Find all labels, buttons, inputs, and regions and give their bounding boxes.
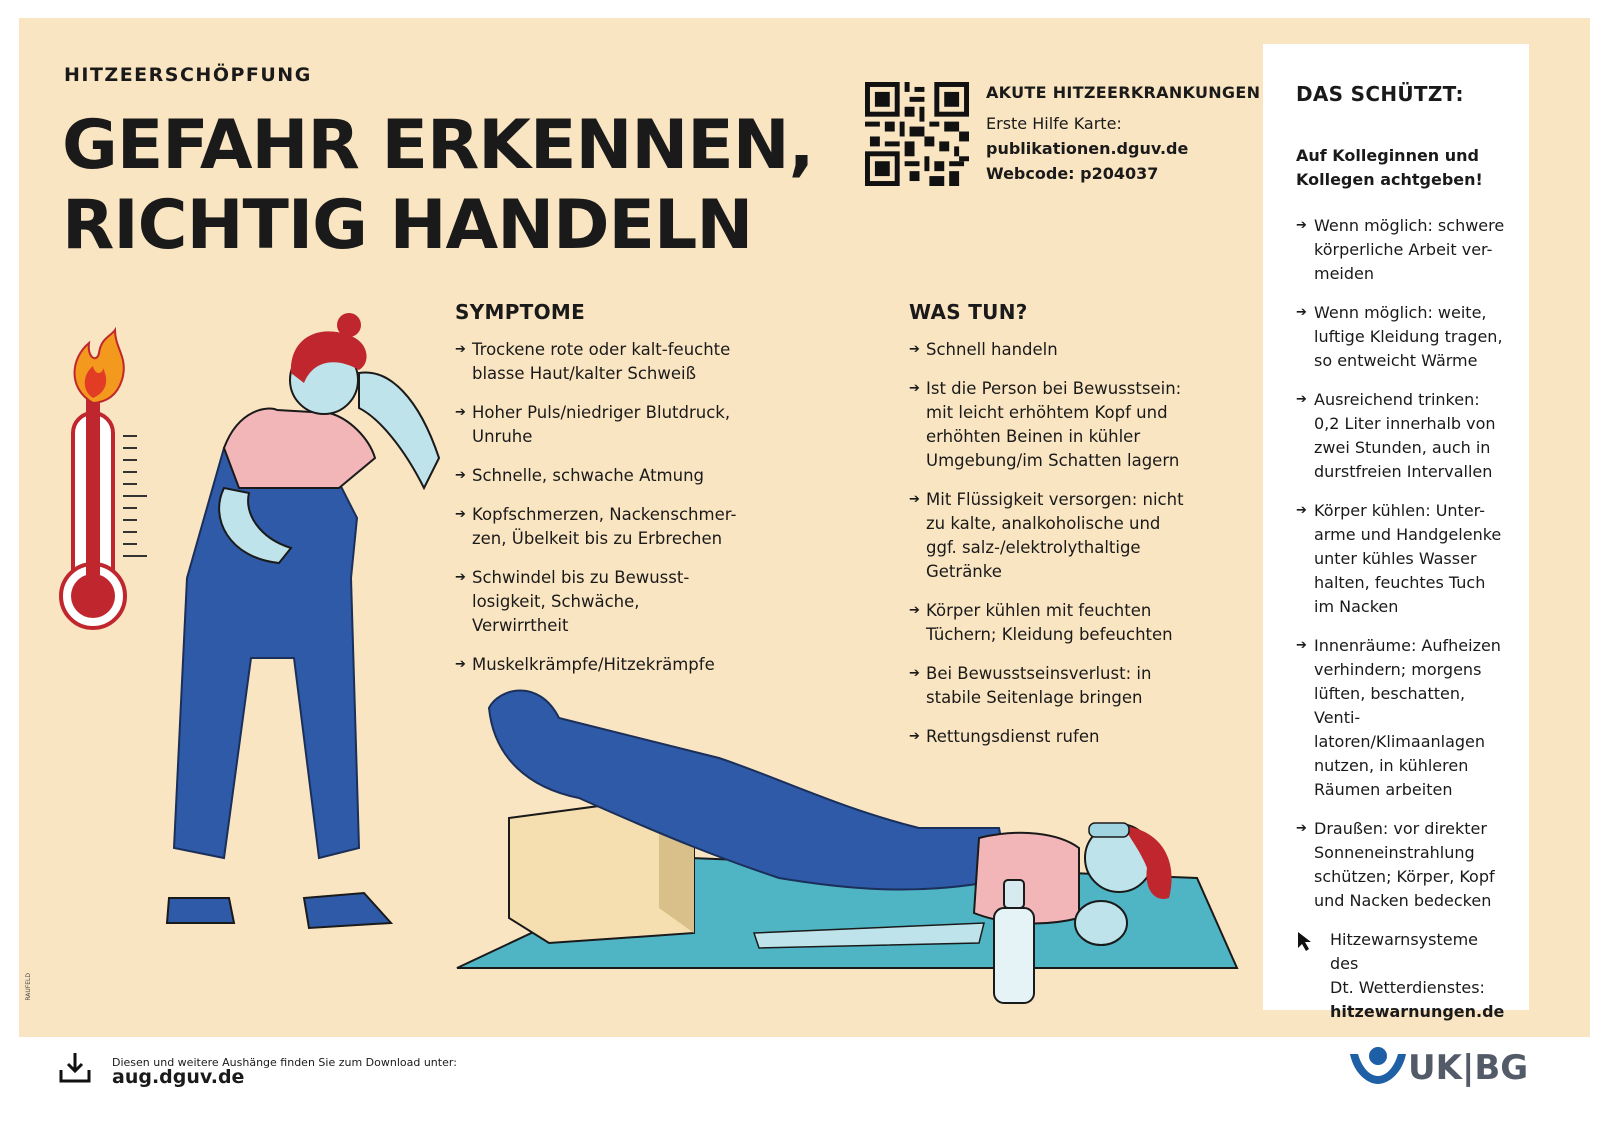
publications-link[interactable]: publikationen.dguv.de	[986, 139, 1189, 158]
qr-code-icon[interactable]	[865, 82, 969, 186]
heat-warning-link-block[interactable]: Hitzewarnsysteme des Dt. Wetterdienstes: hitzewarnungen.de	[1296, 928, 1509, 1024]
list-item: ➔ Trockene rote oder kalt-feuchte blasse Haut/kalter Schweiß	[455, 340, 731, 383]
arrow-right-icon: ➔	[455, 405, 466, 420]
poster	[19, 18, 1590, 1037]
arrow-right-icon: ➔	[1296, 392, 1307, 407]
list-item: ➔ Ausreichend trinken: 0,2 Liter innerhalb von zwei Stunden, auch in durstfreien Intervallen	[1296, 390, 1496, 481]
kicker: HITZEERSCHÖPFUNG	[64, 64, 312, 86]
illustrator-credit: RAUFELD	[25, 973, 32, 1001]
first-aid-card-label: Erste Hilfe Karte:	[986, 114, 1122, 133]
arrow-right-icon: ➔	[909, 729, 920, 744]
arrow-right-icon: ➔	[455, 507, 466, 522]
what-to-do-section	[909, 300, 1199, 764]
symptoms-section	[455, 300, 755, 692]
download-link[interactable]: aug.dguv.de	[112, 1066, 245, 1088]
heat-warning-link[interactable]: hitzewarnungen.de	[1330, 1002, 1505, 1021]
list-item: ➔ Körper kühlen: Unter- arme und Handgelenke unter kühles Wasser halten, feuchtes Tuch im Nacken	[1296, 501, 1502, 616]
arrow-right-icon: ➔	[1296, 503, 1307, 518]
protection-panel	[1263, 44, 1529, 1021]
list-item: ➔ Ist die Person bei Bewusstsein: mit leicht erhöhtem Kopf und erhöhten Beinen in kühler Umgebung/im Schatten lagern	[909, 379, 1182, 470]
list-item: ➔ Bei Bewusstseinsverlust: in stabile Seitenlage bringen	[909, 664, 1152, 707]
webcode: Webcode: p204037	[986, 164, 1159, 183]
flame-icon	[75, 330, 124, 403]
arrow-right-icon: ➔	[455, 468, 466, 483]
arrow-right-icon: ➔	[1296, 218, 1307, 233]
symptoms-heading: SYMPTOME	[455, 300, 586, 324]
list-item: ➔ Muskelkrämpfe/Hitzekrämpfe	[455, 653, 755, 677]
list-item: ➔ Hoher Puls/niedriger Blutdruck, Unruhe	[455, 403, 731, 446]
arrow-right-icon: ➔	[455, 342, 466, 357]
arrow-right-icon: ➔	[1296, 638, 1307, 653]
list-item: ➔ Rettungsdienst rufen	[909, 725, 1199, 749]
what-to-do-heading: WAS TUN?	[909, 300, 1028, 324]
list-item: ➔ Schwindel bis zu Bewusst- losigkeit, Schwäche, Verwirrtheit	[455, 568, 690, 635]
title-line-2: RICHTIG HANDELN	[62, 186, 753, 265]
cursor-arrow-icon	[1296, 930, 1316, 952]
list-item: ➔ Mit Flüssigkeit versorgen: nicht zu kalte, analkoholische und ggf. salz-/elektrolythaltige Getränke	[909, 490, 1184, 581]
arrow-right-icon: ➔	[909, 603, 920, 618]
arrow-right-icon: ➔	[455, 657, 466, 672]
arrow-right-icon: ➔	[909, 342, 920, 357]
download-note: Diesen und weitere Aushänge finden Sie zum Download unter:	[112, 1056, 457, 1069]
standing-worker	[167, 313, 439, 928]
first-aid-card-title: AKUTE HITZEERKRANKUNGEN	[986, 83, 1261, 102]
list-item: ➔ Wenn möglich: schwere körperliche Arbeit ver- meiden	[1296, 216, 1505, 283]
download-icon[interactable]	[58, 1050, 92, 1084]
thermometer-icon	[61, 398, 147, 628]
first-aid-card-info	[986, 80, 1260, 186]
list-item: ➔ Wenn möglich: weite, luftige Kleidung tragen, so entweicht Wärme	[1296, 303, 1503, 370]
arrow-right-icon: ➔	[1296, 821, 1307, 836]
arrow-right-icon: ➔	[909, 666, 920, 681]
protection-heading: DAS SCHÜTZT:	[1296, 82, 1464, 106]
list-item: ➔ Kopfschmerzen, Nackenschmer- zen, Übelkeit bis zu Erbrechen	[455, 505, 737, 548]
list-item: ➔ Schnell handeln	[909, 338, 1199, 362]
title-line-1: GEFAHR ERKENNEN,	[62, 106, 814, 185]
arrow-right-icon: ➔	[909, 492, 920, 507]
list-item: ➔ Schnelle, schwache Atmung	[455, 464, 755, 488]
page-title	[62, 106, 813, 266]
logo-text: UK|BG	[1408, 1048, 1529, 1088]
protection-subheading: Auf Kolleginnen und Kollegen achtgeben!	[1296, 146, 1483, 189]
arrow-right-icon: ➔	[909, 381, 920, 396]
arrow-right-icon: ➔	[455, 570, 466, 585]
list-item: ➔ Innenräume: Aufheizen verhindern; morgens lüften, beschatten, Venti- latoren/Klimaanlagen nutzen, in kühleren Räumen arbeiten	[1296, 636, 1501, 799]
arrow-right-icon: ➔	[1296, 305, 1307, 320]
list-item: ➔ Draußen: vor direkter Sonneneinstrahlung schützen; Körper, Kopf und Nacken bedecken	[1296, 819, 1495, 910]
list-item: ➔ Körper kühlen mit feuchten Tüchern; Kleidung befeuchten	[909, 601, 1173, 644]
